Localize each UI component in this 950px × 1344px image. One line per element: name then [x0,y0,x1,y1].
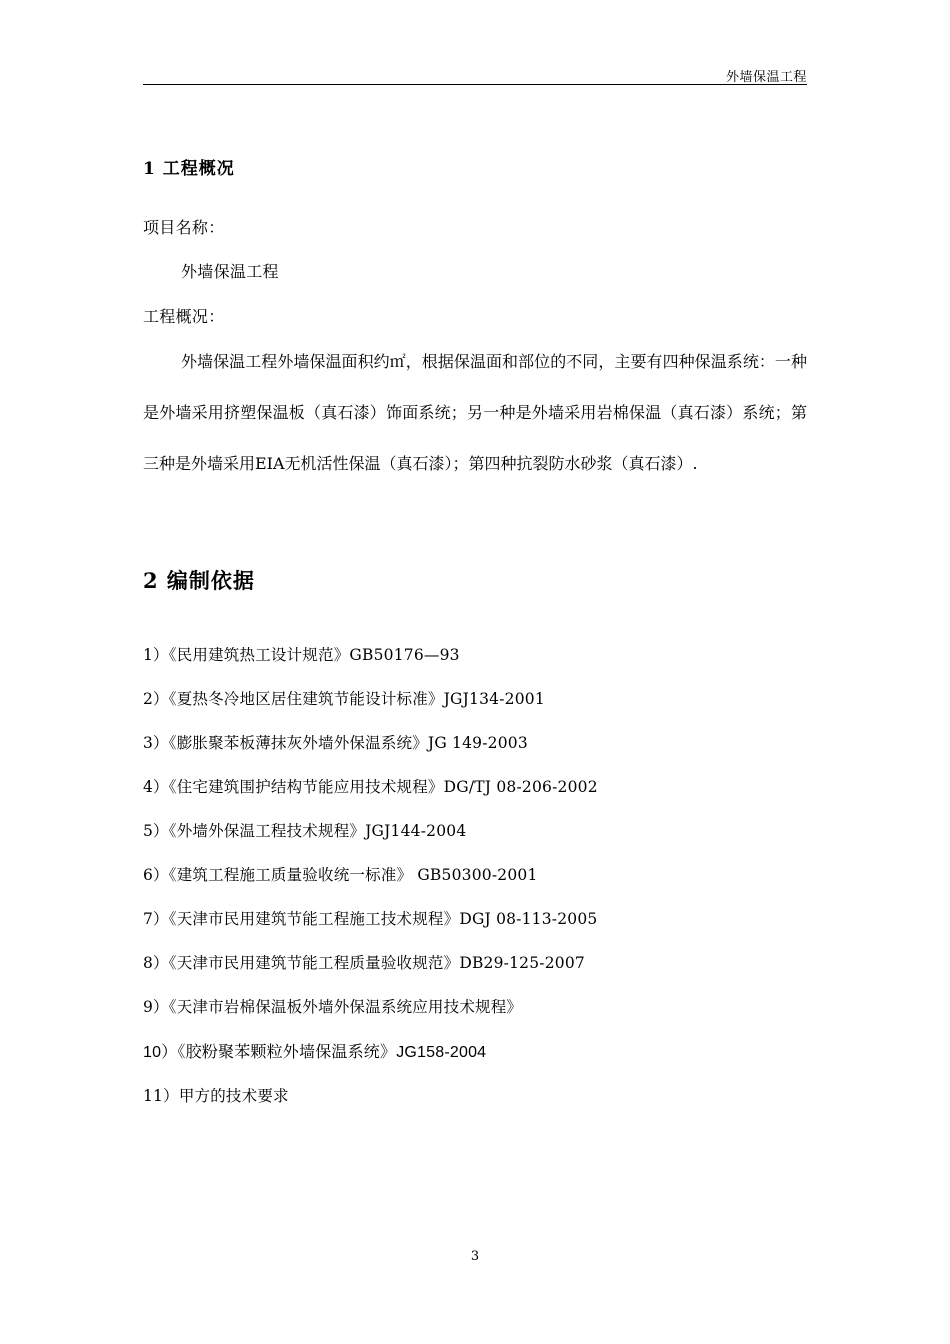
reference-item: 5）《外墙外保温工程技术规程》JGJ144-2004 [143,822,467,840]
reference-item: 2）《夏热冬冷地区居住建筑节能设计标准》JGJ134-2001 [143,690,545,708]
reference-item: 7）《天津市民用建筑节能工程施工技术规程》DGJ 08-113-2005 [143,910,598,928]
reference-item: 8）《天津市民用建筑节能工程质量验收规范》DB29-125-2007 [143,954,585,972]
reference-item: 6）《建筑工程施工质量验收统一标准》 GB50300-2001 [143,866,538,884]
reference-item: 9）《天津市岩棉保温板外墙外保温系统应用技术规程》 [143,998,523,1016]
running-header: 外墙保温工程 [725,70,807,85]
project-name-label: 项目名称： [143,218,225,237]
reference-item: 3）《膨胀聚苯板薄抹灰外墙外保温系统》JG 149-2003 [143,734,528,752]
reference-item: 4）《住宅建筑围护结构节能应用技术规程》DG/TJ 08-206-2002 [143,778,598,796]
header-rule [143,84,807,85]
section-1-heading: 1 工程概况 [143,159,235,179]
reference-item: 10）《胶粉聚苯颗粒外墙保温系统》JG158-2004 [143,1044,487,1061]
reference-item: 1）《民用建筑热工设计规范》GB50176—93 [143,646,460,664]
reference-item: 11）甲方的技术要求 [143,1087,289,1105]
overview-label: 工程概况： [143,307,225,326]
overview-paragraph: 外墙保温工程外墙保温面积约㎡，根据保温面和部位的不同，主要有四种保温系统：一种是外墙采用挤塑保温板（真石漆）饰面系统；另一种是外墙采用岩棉保温（真石漆）系统；第三种是外墙采用EIA无机活性保温（真石漆）；第四种抗裂防水砂浆（真石漆）. [143,352,807,473]
page-number: 3 [470,1249,480,1264]
project-name-value: 外墙保温工程 [181,262,279,281]
section-2-heading: 2 编制依据 [143,568,255,593]
